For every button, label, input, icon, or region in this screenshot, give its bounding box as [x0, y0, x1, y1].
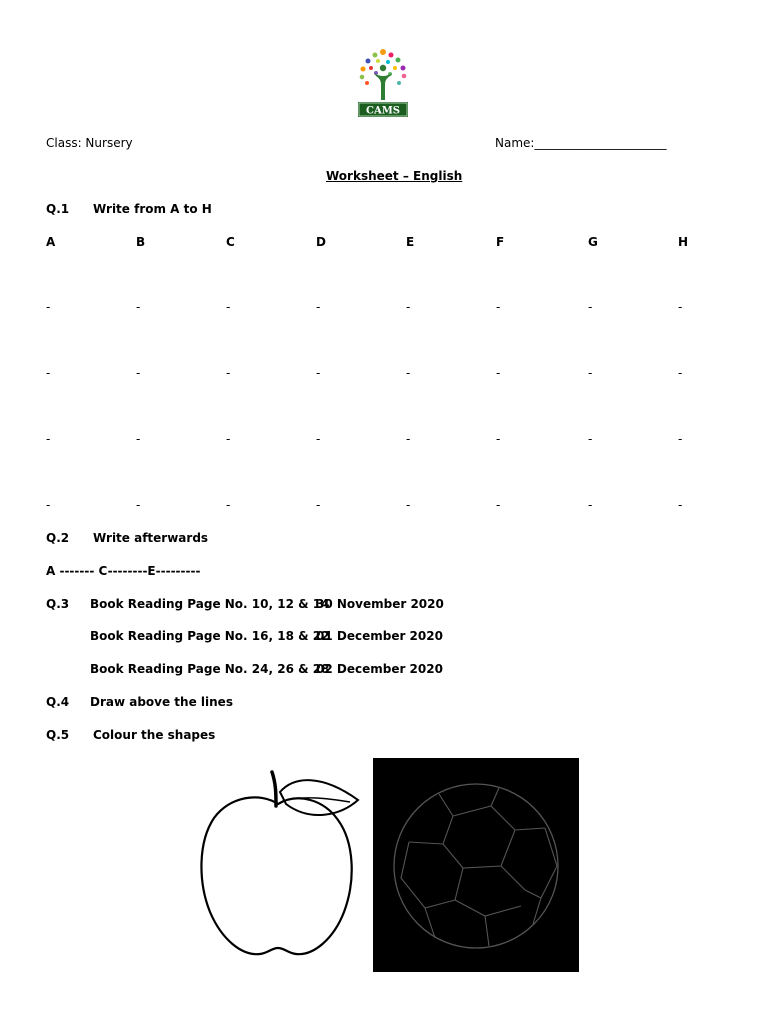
- dash-cell: -: [136, 432, 141, 446]
- q3-item-text: Book Reading Page No. 16, 18 & 22: [90, 629, 330, 643]
- q3-item-date: 30 November 2020: [316, 597, 444, 611]
- dash-cell: -: [406, 498, 411, 512]
- q2-prompt: Write afterwards: [93, 531, 209, 545]
- dash-cell: -: [316, 300, 321, 314]
- dash-cell: -: [496, 498, 501, 512]
- dash-cell: -: [588, 366, 593, 380]
- worksheet-title: Worksheet – English: [326, 169, 463, 183]
- letter-row: [0, 235, 768, 251]
- dash-cell: -: [588, 432, 593, 446]
- football-outline-image: [373, 758, 579, 972]
- dash-cell: -: [406, 366, 411, 380]
- dash-cell: -: [316, 366, 321, 380]
- tree-logo-icon: [350, 46, 416, 120]
- dash-row: [0, 300, 768, 316]
- class-label: Class: Nursery: [46, 136, 133, 150]
- letter-cell: H: [678, 235, 689, 249]
- q4-prompt: Draw above the lines: [90, 695, 233, 709]
- letter-cell: A: [46, 235, 56, 249]
- dash-row: [0, 366, 768, 382]
- dash-cell: -: [588, 498, 593, 512]
- q3-item-text: Book Reading Page No. 10, 12 & 14: [90, 597, 330, 611]
- q2-sequence: A ------- C--------E---------: [46, 564, 201, 578]
- dash-cell: -: [226, 300, 231, 314]
- dash-cell: -: [136, 366, 141, 380]
- q2-number: Q.2: [46, 531, 70, 545]
- apple-outline-image: [190, 762, 366, 974]
- dash-cell: -: [226, 498, 231, 512]
- dash-cell: -: [678, 498, 683, 512]
- dash-cell: -: [496, 300, 501, 314]
- dash-row: [0, 432, 768, 448]
- q3-number: Q.3: [46, 597, 70, 611]
- q3-item-date: 01 December 2020: [316, 629, 443, 643]
- dash-cell: -: [316, 432, 321, 446]
- dash-cell: -: [678, 432, 683, 446]
- dash-cell: -: [136, 300, 141, 314]
- dash-cell: -: [678, 366, 683, 380]
- dash-cell: -: [46, 498, 51, 512]
- dash-row: [0, 498, 768, 514]
- dash-cell: -: [226, 366, 231, 380]
- letter-cell: F: [496, 235, 505, 249]
- school-logo: [350, 46, 416, 120]
- dash-cell: -: [46, 366, 51, 380]
- q1-prompt: Write from A to H: [93, 202, 212, 216]
- q5-number: Q.5: [46, 728, 70, 742]
- dash-cell: -: [588, 300, 593, 314]
- dash-cell: -: [678, 300, 683, 314]
- dash-cell: -: [496, 432, 501, 446]
- dash-cell: -: [46, 432, 51, 446]
- dash-cell: -: [406, 432, 411, 446]
- q4-number: Q.4: [46, 695, 70, 709]
- q3-item-text: Book Reading Page No. 24, 26 & 28: [90, 662, 330, 676]
- letter-cell: E: [406, 235, 415, 249]
- dash-cell: -: [226, 432, 231, 446]
- football-icon: [373, 758, 579, 972]
- q3-item-date: 02 December 2020: [316, 662, 443, 676]
- q5-prompt: Colour the shapes: [93, 728, 216, 742]
- dash-cell: -: [136, 498, 141, 512]
- letter-cell: D: [316, 235, 326, 249]
- letter-cell: G: [588, 235, 598, 249]
- dash-cell: -: [406, 300, 411, 314]
- letter-cell: C: [226, 235, 235, 249]
- q1-number: Q.1: [46, 202, 70, 216]
- letter-cell: B: [136, 235, 146, 249]
- dash-cell: -: [46, 300, 51, 314]
- dash-cell: -: [316, 498, 321, 512]
- logo-text: CAMS: [365, 105, 401, 117]
- apple-icon: [190, 762, 366, 974]
- dash-cell: -: [496, 366, 501, 380]
- name-field-label: Name:______________________: [495, 136, 667, 150]
